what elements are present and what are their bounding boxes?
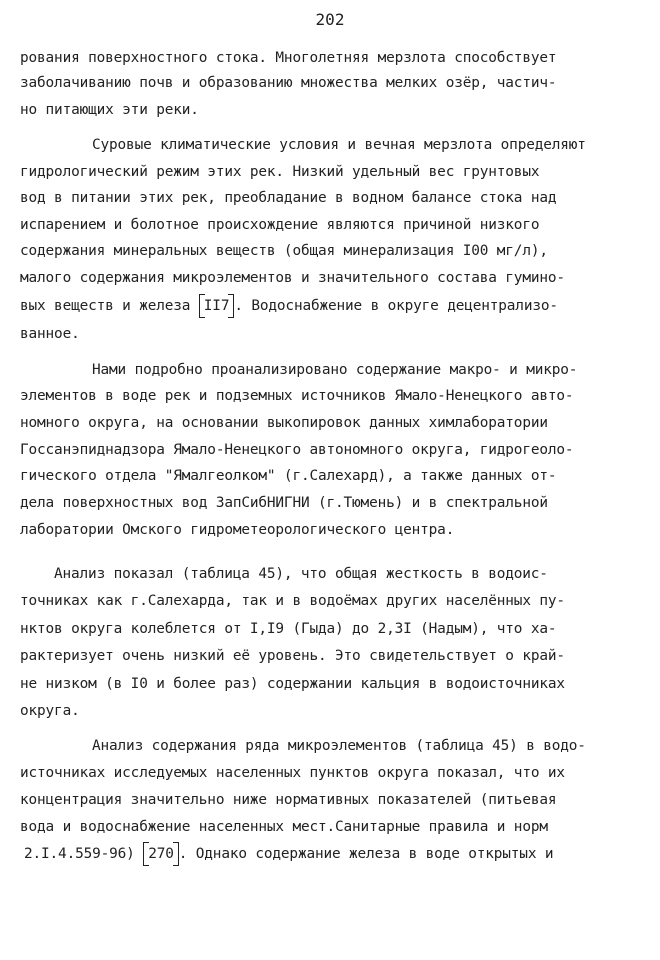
text-line: концентрация значительно ниже нормативных показателей (питьевая (20, 792, 557, 808)
text-line: точниках как г.Салехарда, так и в водоёмах других населённых пу- (20, 593, 565, 609)
text-line (24, 846, 553, 862)
text-line: Суровые климатические условия и вечная мерзлота определяют (92, 137, 586, 153)
text-line: гического отдела "Ямалгеолком" (г.Салехард), а также данных от- (20, 468, 557, 484)
text-segment: . Однако содержание железа в воде открытых и (178, 846, 554, 862)
page-number: 202 (315, 10, 345, 29)
text-line: заболачиванию почв и образованию множества мелких озёр, частич- (20, 75, 557, 91)
text-segment: 2.I.4.559-96) (24, 846, 144, 862)
text-line: элементов в воде рек и подземных источников Ямало-Ненецкого авто- (20, 388, 574, 404)
text-line: номного округа, на основании выкопировок данных химлаборатории (20, 415, 548, 431)
text-line: лаборатории Омского гидрометеорологического центра. (20, 522, 455, 538)
text-segment: . Водоснабжение в округе децентрализо- (234, 298, 558, 314)
text-line: Госсанэпиднадзора Ямало-Ненецкого автономного округа, гидрогеоло- (20, 442, 574, 458)
text-line: вод в питании этих рек, преобладание в водном балансе стока над (20, 190, 557, 206)
text-line: рактеризует очень низкий её уровень. Это свидетельствует о край- (20, 648, 565, 664)
text-line: дела поверхностных вод ЗапСибНИГНИ (г.Тюмень) и в спектральной (20, 495, 548, 511)
text-segment: вых веществ и железа (20, 298, 199, 314)
citation-reference: 270 (143, 846, 179, 862)
text-line: нктов округа колеблется от I,I9 (Гыда) до 2,3I (Надым), что ха- (20, 621, 557, 637)
text-line: вода и водоснабжение населенных мест.Санитарные правила и норм (20, 819, 548, 835)
text-line: содержания минеральных веществ (общая минерализация I00 мг/л), (20, 243, 548, 259)
text-line: рования поверхностного стока. Многолетняя мерзлота способствует (20, 50, 557, 66)
text-line: Анализ показал (таблица 45), что общая жесткость в водоис- (54, 566, 548, 582)
text-line: округа. (20, 703, 80, 719)
text-line: Анализ содержания ряда микроэлементов (таблица 45) в водо- (92, 738, 586, 754)
citation-reference: II7 (199, 298, 235, 314)
text-line: Нами подробно проанализировано содержание макро- и микро- (92, 362, 578, 378)
text-line: малого содержания микроэлементов и значительного состава гумино- (20, 270, 565, 286)
text-line (20, 298, 558, 314)
text-line: гидрологический режим этих рек. Низкий удельный вес грунтовых (20, 164, 540, 180)
text-line: источниках исследуемых населенных пунктов округа показал, что их (20, 765, 565, 781)
text-line: испарением и болотное происхождение являются причиной низкого (20, 217, 540, 233)
text-line: не низком (в I0 и более раз) содержании кальция в водоисточниках (20, 676, 565, 692)
text-line: но питающих эти реки. (20, 102, 199, 118)
text-line: ванное. (20, 326, 80, 342)
